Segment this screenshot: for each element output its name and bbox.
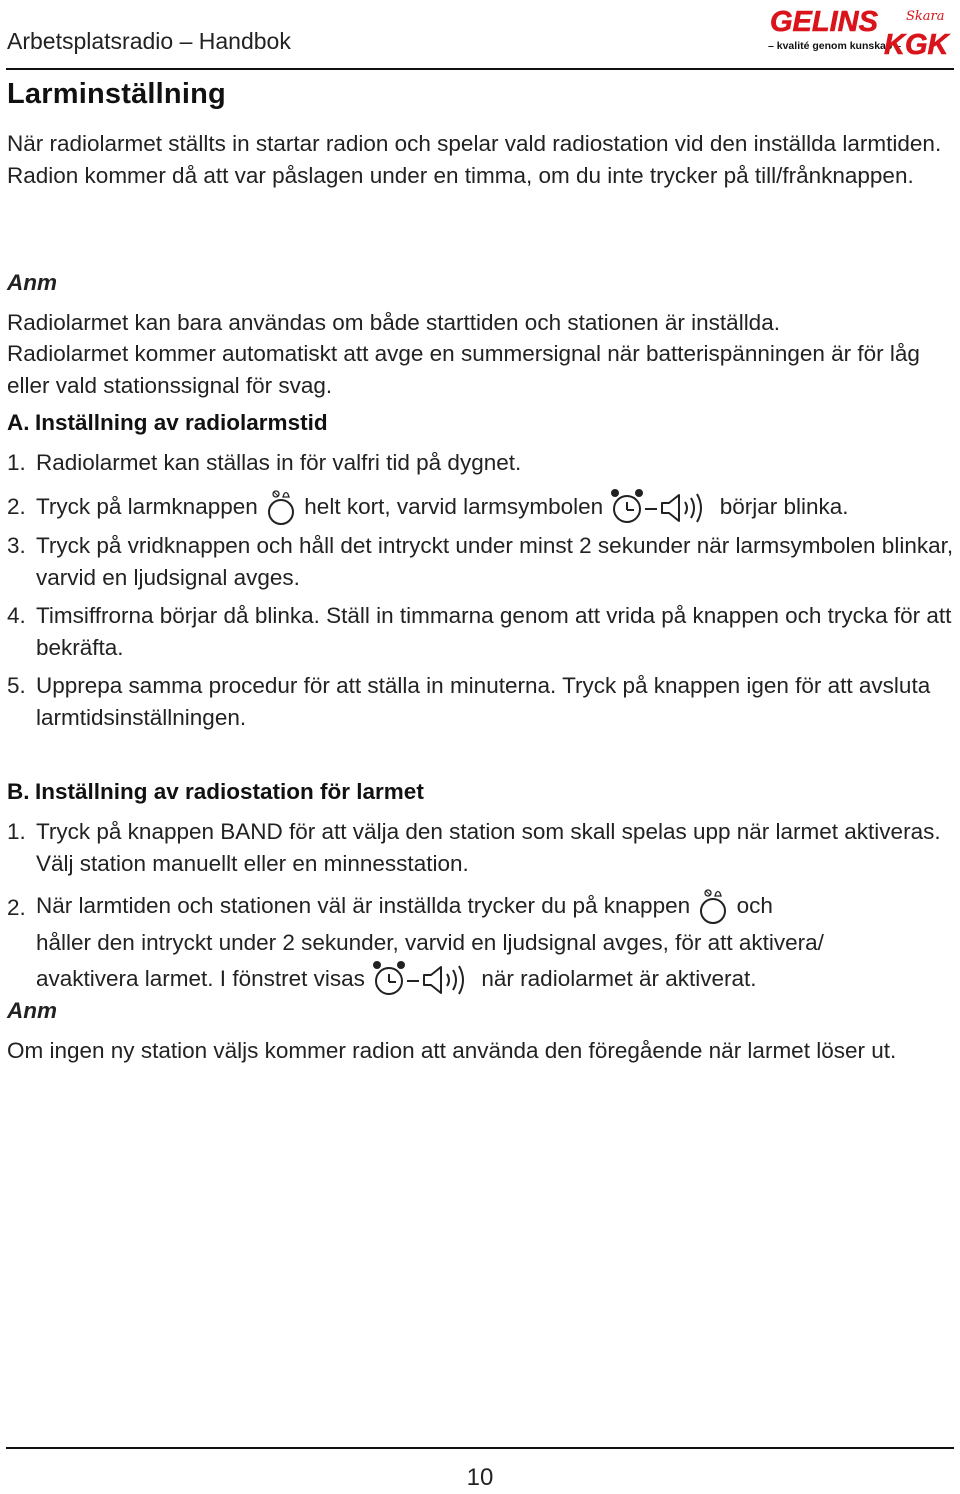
logo-tagline: – kvalité genom kunskap – xyxy=(768,40,902,52)
step-text: Tryck på knappen BAND för att välja den station som skall spelas upp när larmet aktiveras. Välj station manuellt eller en minnesstation. xyxy=(36,819,941,876)
footer-divider xyxy=(6,1447,954,1449)
logo-brand: GELINS xyxy=(770,6,878,38)
logo-sub: KGK xyxy=(884,29,949,58)
list-item xyxy=(7,447,955,479)
step-text: Tryck på vridknappen och håll det intryckt under minst 2 sekunder när larmsymbolen blinkar, varvid en ljudsignal avges. xyxy=(36,533,954,590)
intro-paragraph: När radiolarmet ställts in startar radion och spelar vald radiostation vid den inställda larmtiden. Radion kommer då att var påslagen under en timma, om du inte trycker på till/frånknappen. xyxy=(7,131,942,188)
page-number: 10 xyxy=(466,1464,494,1491)
note-line-1: Radiolarmet kan bara användas om både starttiden och stationen är inställda. xyxy=(7,310,780,335)
step-number: 1. xyxy=(7,450,26,475)
step-text: börjar blinka. xyxy=(719,493,849,519)
step-number: 2. xyxy=(7,494,26,519)
section-a-letter: A. xyxy=(7,410,30,435)
section-b-letter: B. xyxy=(7,779,30,804)
step-number: 1. xyxy=(7,819,26,844)
step-text: Timsiffrorna börjar då blinka. Ställ in timmarna genom att vrida på knappen och trycka för att bekräfta. xyxy=(36,603,952,660)
step-text: avaktivera larmet. I fönstret visas xyxy=(36,965,365,991)
alarm-button-icon xyxy=(696,888,730,926)
list-item xyxy=(7,670,955,733)
note-label: Anm xyxy=(7,998,57,1023)
alarm-radio-symbol-icon xyxy=(609,488,713,528)
section-a-title: Inställning av radiolarmstid xyxy=(35,410,328,435)
list-item xyxy=(7,816,955,879)
step-text: och xyxy=(736,892,773,918)
list-item xyxy=(7,488,955,528)
step-text: När larmtiden och stationen väl är inställda trycker du på knappen xyxy=(36,892,691,918)
step-text: Tryck på larmknappen xyxy=(36,493,258,519)
note-text: Om ingen ny station väljs kommer radion att använda den föregående när larmet löser ut. xyxy=(7,1038,897,1063)
step-text: helt kort, varvid larmsymbolen xyxy=(304,493,604,519)
step-number: 5. xyxy=(7,673,26,698)
header-divider xyxy=(6,68,954,70)
logo-place: Skara xyxy=(906,9,945,24)
page-title: Larminställning xyxy=(7,78,226,110)
step-number: 4. xyxy=(7,603,26,628)
section-b-heading xyxy=(7,779,424,805)
section-a-heading xyxy=(7,410,328,436)
step-text: Upprepa samma procedur för att ställa in minuterna. Tryck på knappen igen för att avsluta larmtidsinställningen. xyxy=(36,673,931,730)
step-number: 2. xyxy=(7,895,26,920)
note-label: Anm xyxy=(7,270,57,295)
list-item xyxy=(7,888,955,1000)
alarm-radio-symbol-icon xyxy=(371,960,475,1000)
page-header xyxy=(0,0,960,72)
section-b-title: Inställning av radiostation för larmet xyxy=(35,779,424,804)
alarm-button-icon xyxy=(264,489,298,527)
step-text: när radiolarmet är aktiverat. xyxy=(481,965,757,991)
note-line-2: Radiolarmet kommer automatiskt att avge en summersignal när batterispänningen är för låg eller vald stationssignal för svag. xyxy=(7,341,920,398)
step-text: Radiolarmet kan ställas in för valfri tid på dygnet. xyxy=(36,450,522,475)
list-item xyxy=(7,530,955,593)
header-title: Arbetsplatsradio – Handbok xyxy=(7,28,291,54)
gelins-kgk-logo xyxy=(768,4,954,58)
list-item xyxy=(7,600,955,663)
step-number: 3. xyxy=(7,533,26,558)
step-text: håller den intryckt under 2 sekunder, varvid en ljudsignal avges, för att aktivera/ xyxy=(36,930,824,955)
